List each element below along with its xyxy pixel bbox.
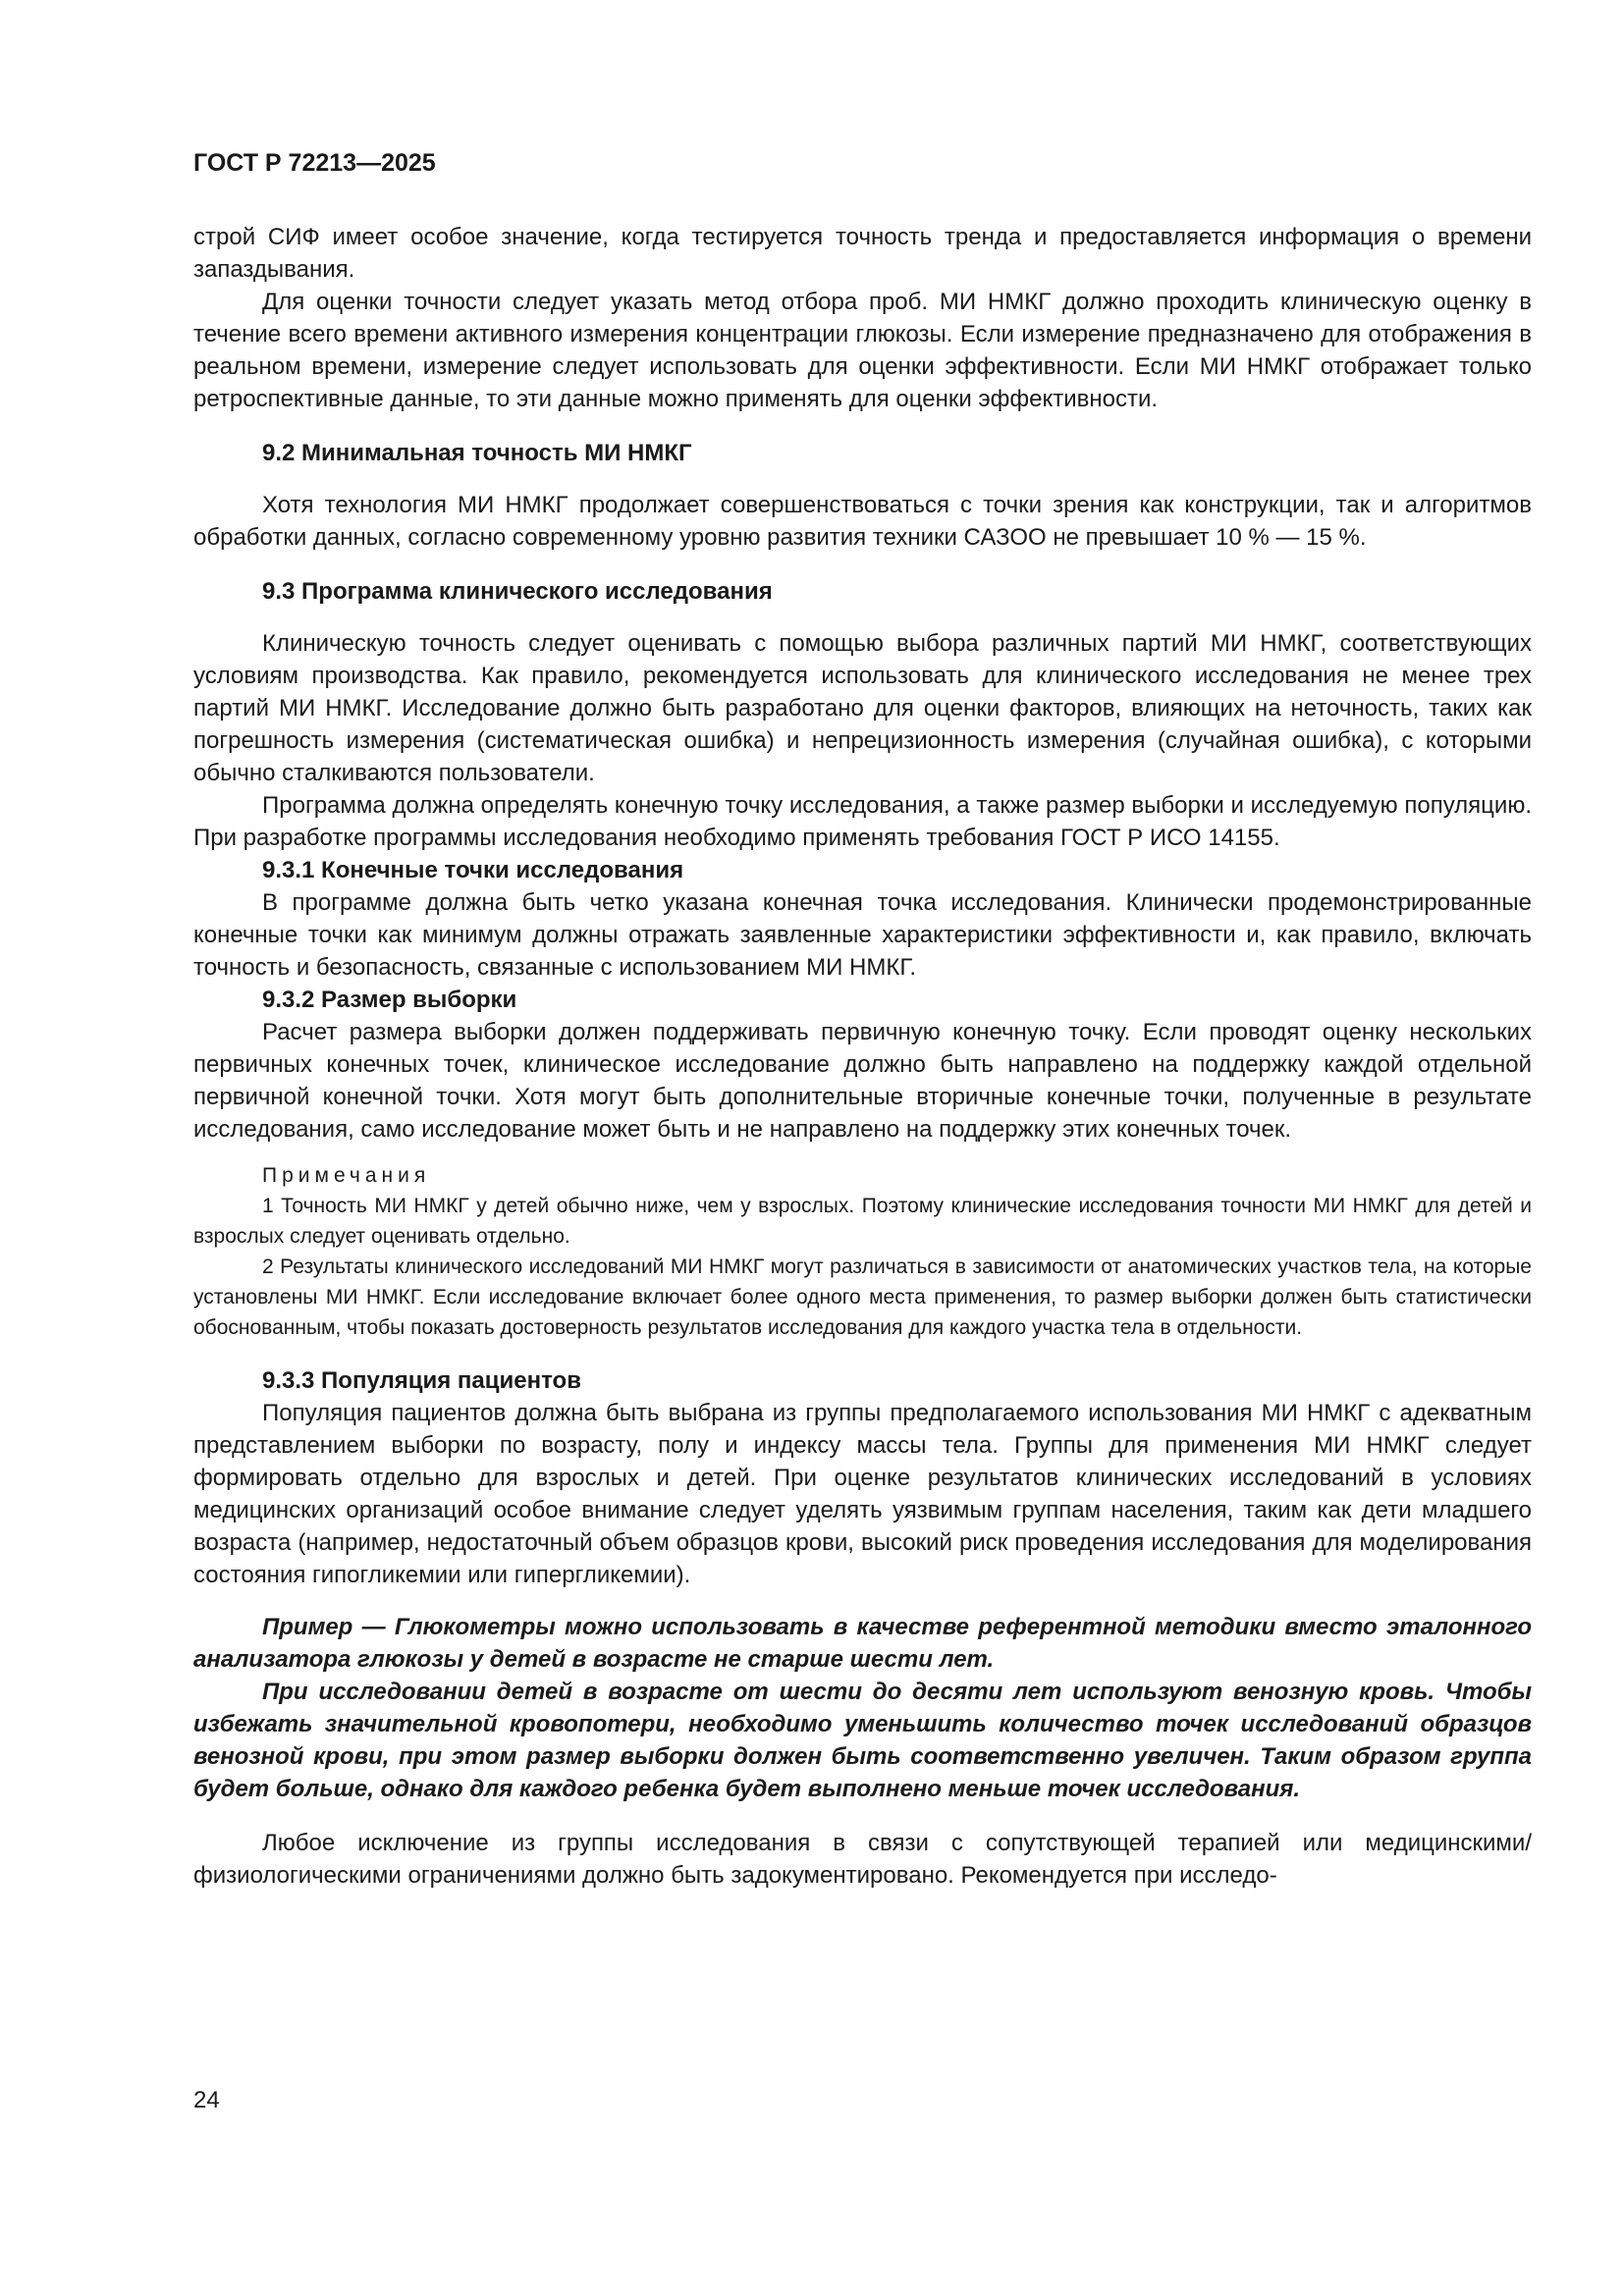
notes-title: Примечания [262, 1164, 431, 1187]
note-1: 1 Точность МИ НМКГ у детей обычно ниже, чем у взрослых. Поэтому клинические исследования точности МИ НМКГ для детей и взрослых следует оценивать отдельно. [193, 1195, 1532, 1248]
paragraph: Любое исключение из группы исследования в связи с сопутствующей терапией или медицинскими/физиологическими ограничениями должно быть задокументировано. Рекомендуется при исследо- [193, 1830, 1532, 1889]
paragraph: Программа должна определять конечную точку исследования, а также размер выборки и исследуемую популяцию. При разработке программы исследования необходимо применять требования ГОСТ Р ИСО 14155. [193, 792, 1532, 851]
example-paragraph: При исследовании детей в возрасте от шести до десяти лет используют венозную кровь. Чтобы избежать значительной кровопотери, необходимо уменьшить количество точек исследований образцов венозной крови, при этом размер выборки должен быть соответственно увеличен. Таким образом группа будет больше, однако для каждого ребенка будет выполнено меньше точек исследования. [193, 1679, 1532, 1802]
example-paragraph: Пример — Глюкометры можно использовать в качестве референтной методики вместо эталонного анализатора глюкозы у детей в возрасте не старше шести лет. [193, 1614, 1532, 1673]
paragraph: В программе должна быть четко указана конечная точка исследования. Клинически продемонстрированные конечные точки как минимум должны отражать заявленные характеристики эффективности и, как правило, включать точность и безопасность, связанные с использованием МИ НМКГ. [193, 889, 1532, 981]
section-heading-9-3-3: 9.3.3 Популяция пациентов [262, 1367, 581, 1394]
section-heading-9-3: 9.3 Программа клинического исследования [262, 578, 773, 605]
paragraph: Расчет размера выборки должен поддерживать первичную конечную точку. Если проводят оценку нескольких первичных конечных точек, клиническое исследование должно быть направлено на поддержку каждой отдельной первичной конечной точки. Хотя могут быть дополнительные вторичные конечные точки, полученные в результате исследования, само исследование может быть и не направлено на поддержку этих конечных точек. [193, 1019, 1532, 1143]
document-header: ГОСТ Р 72213—2025 [193, 149, 436, 177]
paragraph: Популяция пациентов должна быть выбрана из группы предполагаемого использования МИ НМКГ с адекватным представлением выборки по возрасту, полу и индексу массы тела. Группы для применения МИ НМКГ следует формировать отдельно для взрослых и детей. При оценке результатов клинических исследований в условиях медицинских организаций особое внимание следует уделять уязвимым группам населения, таким как дети младшего возраста (например, недостаточный объем образцов крови, высокий риск проведения исследования для моделирования состояния гипогликемии или гипергликемии). [193, 1400, 1532, 1588]
page-number: 24 [193, 2087, 220, 2113]
paragraph: Хотя технология МИ НМКГ продолжает совершенствоваться с точки зрения как конструкции, так и алгоритмов обработки данных, согласно современному уровню развития техники САЗОО не превышает 10 % — 15 %. [193, 492, 1532, 551]
paragraph: Для оценки точности следует указать метод отбора проб. МИ НМКГ должно проходить клиническую оценку в течение всего времени активного измерения концентрации глюкозы. Если измерение предназначено для отображения в реальном времени, измерение следует использовать для оценки эффективности. Если МИ НМКГ отображает только ретроспективные данные, то эти данные можно применять для оценки эффективности. [193, 289, 1532, 412]
paragraph: Клиническую точность следует оценивать с помощью выбора различных партий МИ НМКГ, соответствующих условиям производства. Как правило, рекомендуется использовать для клинического исследования не менее трех партий МИ НМКГ. Исследование должно быть разработано для оценки факторов, влияющих на неточность, таких как погрешность измерения (систематическая ошибка) и непрецизионность измерения (случайная ошибка), с которыми обычно сталкиваются пользователи. [193, 630, 1532, 786]
document-page [193, 149, 1532, 1892]
section-heading-9-3-2: 9.3.2 Размер выборки [262, 987, 517, 1013]
section-heading-9-3-1: 9.3.1 Конечные точки исследования [262, 857, 684, 883]
paragraph: строй СИФ имеет особое значение, когда тестируется точность тренда и предоставляется информация о времени запаздывания. [193, 224, 1532, 283]
section-heading-9-2: 9.2 Минимальная точность МИ НМКГ [262, 440, 692, 466]
note-2: 2 Результаты клинического исследований МИ НМКГ могут различаться в зависимости от анатомических участков тела, на которые установлены МИ НМКГ. Если исследование включает более одного места применения, то размер выборки должен быть статистически обоснованным, чтобы показать достоверность результатов исследования для каждого участка тела в отдельности. [193, 1255, 1532, 1339]
